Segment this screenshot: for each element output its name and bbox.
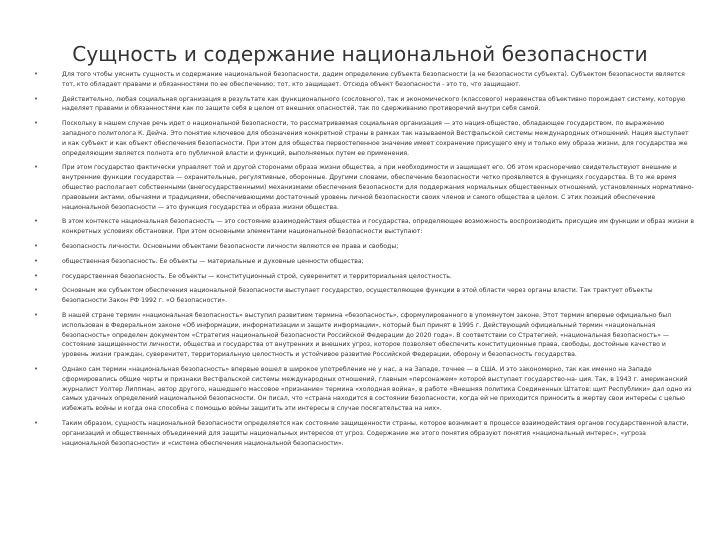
bullet-text: Таким образом, сущность национальной безопасности определяется как состояние защищенности страны, которое возникает в процессе взаимодействия органов государственной власти, организаций и общественных объединений для защиты национальных интересов от угроз. Содержание же этого понятия образуют понятия «национальный интерес», «угроза национальной безопасности» и «система обеспечения национальной безопасности». [62, 419, 689, 447]
bullet-dot-icon: • [34, 364, 39, 373]
bullet-item [34, 419, 694, 448]
bullet-dot-icon: • [34, 241, 39, 250]
bullet-item [34, 217, 694, 237]
bullet-item [34, 119, 694, 158]
bullet-text: Для того чтобы уяснить сущность и содержание национальной безопасности, дадим определение субъекта безопасности (а не безопасности субъекта). Субъектом безопасности является тот, кто обладает правами и обязанностями по ее обеспечению; тот, кто защищает. Отсюда объект безопасности - это то, что защищают. [62, 71, 685, 88]
bullet-text: Однако сам термин «национальная безопасность» впервые вошел в широкое употребление не у нас, а на Западе, точнее — в США. И это закономерно, так как именно на Западе сформировались общие черты и признаки Вестфальской системы международных отношений, главным «персонажем» которой выступает государство-на- ция. Так, в 1943 г. американский журналист Уолтер Липпман, автор другого, нашедшего массовое «признание» термина «холодная война», в работе «Внешняя политика Соединенных Штатов: щит Республики» дал одно из самых удачных определений национальной безопасности. Он писал, что «страна находится в состоянии безопасности, когда ей не приходится приносить в жертву свои интересы с целью избежать войны и когда она способна с помощью войны защитить эти интересы в случае посягательства на них». [62, 365, 692, 413]
bullet-text: При этом государство фактически управляет той и другой сторонами образа жизни общества, а при необходимости и защищает его. Об этом красноречиво свидетельствуют внешние и внутренние функции государства — охранительные, регулятивные, оборонные. Другими словами, обеспечение безопасности четко проявляется в функциях государства. В то же время общество располагает собственными (внегосударственными) механизмами обеспечения безопасности для поддержания нормальных общественных отношений, установленных нормативно-правовыми актами, обычаями и традициями, обеспечивающими достаточный уровень личной безопасности своих членов и самого общества в целом. С этих позиций обеспечение национальной безопасности — это функция государства и образа жизни общества. [62, 164, 694, 211]
bullet-text: В этом контексте национальная безопасность — это состояние взаимодействия общества и государства, определяющее возможность воспроизводить присущие им функции и образ жизни в конкретных условиях обстановки. При этом основными элементами национальной безопасности выступают: [62, 218, 694, 236]
bullet-item [34, 311, 694, 360]
bullet-text: общественная безопасность. Ее объекты — материальные и духовные ценности общества; [62, 257, 364, 265]
bullet-text: государственная безопасность. Ее объекты — конституционный строй, суверенитет и территориальная целостность. [62, 272, 452, 280]
bullet-text: Основным же субъектом обеспечения национальной безопасности выступает государство, осуществляющее функции в этой области через органы власти. Так трактует объекты безопасности Закон РФ 1992 г. «О безопасности». [62, 287, 653, 305]
bullet-dot-icon: • [34, 94, 39, 103]
bullet-item [34, 163, 694, 212]
bullet-item [34, 257, 694, 267]
bullet-item [34, 95, 694, 115]
bullet-dot-icon: • [34, 70, 39, 78]
bullet-dot-icon: • [34, 163, 39, 172]
bullet-text: Поскольку в нашем случае речь идет о национальной безопасности, то рассматриваемая социальная организация — это нация-общество, обладающее государством, по выражению западного политолога К. Дейча. Это понятие ключевое для обозначения конкретной страны в рамках так называемой Вестфальской системы международных отношений. Нация выступает и как субъект и как объект обеспечения безопасности. При этом для общества первостепенное значение имеет сохранение присущего ему и только ему образа жизни, для государства же определяющим является полнота его публичной власти и функций, выполняемых путем ее применения. [62, 120, 689, 157]
bullet-item [34, 272, 694, 282]
bullet-text: Действительно, любая социальная организация в результате как функционального (сословного), так и экономического (классового) неравенства объективно порождает систему, которую наделяет правами и обязанностями как по защите себя в целом от внешних опасностей, так по сдерживанию противоречий внутри себя самой. [62, 95, 686, 113]
bullet-text: безопасность личности. Основными объектами безопасности личности являются ее права и свободы; [62, 242, 399, 250]
bullet-item [34, 70, 694, 90]
bullet-item [34, 242, 694, 252]
bullet-dot-icon: • [34, 418, 39, 427]
bullet-list [34, 70, 694, 453]
bullet-dot-icon: • [34, 217, 39, 226]
bullet-dot-icon: • [34, 286, 39, 295]
bullet-dot-icon: • [34, 310, 39, 319]
bullet-dot-icon: • [34, 119, 39, 128]
slide-title: Сущность и содержание национальной безопасности [72, 42, 648, 66]
bullet-text: В нашей стране термин «национальная безопасность» выступил развитием термина «безопасность», сформулированного в упомянутом законе. Этот термин впервые официально был использован в Федеральном законе «Об информации, информатизации и защите информации», который был принят в 1995 г. Действующий официальный термин «национальная безопасность» определен документом «Стратегия национальной безопасности Российской Федерации до 2020 года». В соответствии со Стратегией, «национальная безопасность» — состояние защищенности личности, общества и государства от внутренних и внешних угроз, которое позволяет обеспечить конституционные права, свободы, достойные качество и уровень жизни граждан, суверенитет, территориальную целостность и устойчивое развитие Российской Федерации, оборону и безопасность государства. [62, 311, 672, 359]
bullet-dot-icon: • [34, 271, 39, 280]
bullet-dot-icon: • [34, 256, 39, 265]
bullet-item [34, 365, 694, 414]
bullet-item [34, 286, 694, 306]
